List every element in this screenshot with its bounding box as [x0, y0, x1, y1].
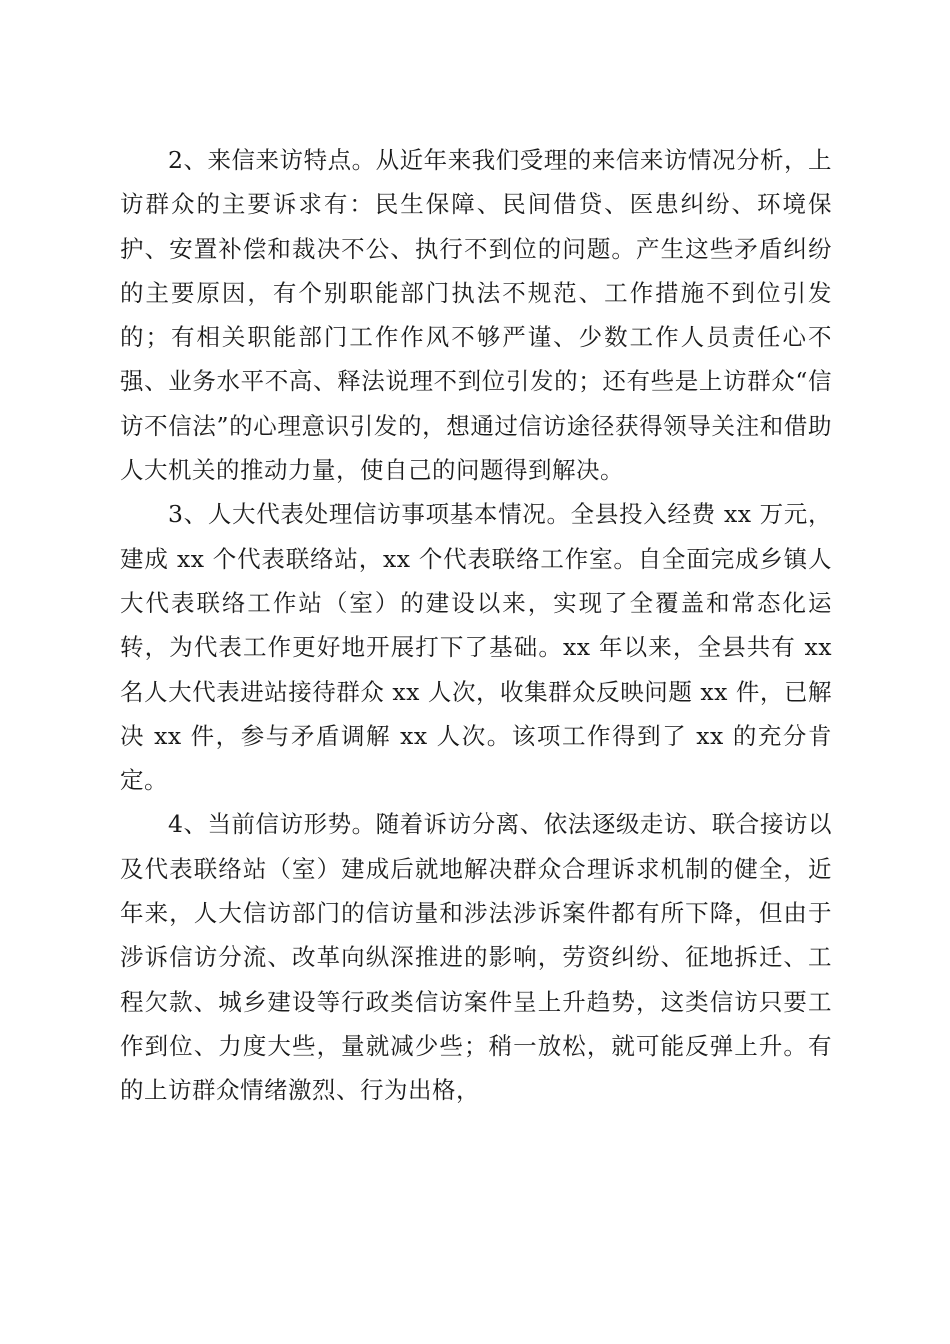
paragraph-deputies-handling-petitions: 3、人大代表处理信访事项基本情况。全县投入经费 xx 万元，建成 xx 个代表联络站，xx 个代表联络工作室。自全面完成乡镇人大代表联络工作站（室）的建设以来，实现了全覆盖和常态化运转，为代表工作更好地开展打下了基础。xx 年以来，全县共有 xx 名人大代表进站接待群众 xx 人次，收集群众反映问题 xx 件，已解决 xx 件，参与矛盾调解 xx 人次。该项工作得到了 xx 的充分肯定。	[120, 500, 832, 795]
document-body	[120, 138, 832, 1113]
paragraph-current-petition-situation: 4、当前信访形势。随着诉访分离、依法逐级走访、联合接访以及代表联络站（室）建成后就地解决群众合理诉求机制的健全，近年来，人大信访部门的信访量和涉法涉诉案件都有所下降，但由于涉诉信访分流、改革向纵深推进的影响，劳资纠纷、征地拆迁、工程欠款、城乡建设等行政类信访案件呈上升趋势，这类信访只要工作到位、力度大些，量就减少些；稍一放松，就可能反弹上升。有的上访群众情绪激烈、行为出格，	[120, 810, 832, 1105]
paragraph-letters-visits-features: 2、来信来访特点。从近年来我们受理的来信来访情况分析，上访群众的主要诉求有：民生保障、民间借贷、医患纠纷、环境保护、安置补偿和裁决不公、执行不到位的问题。产生这些矛盾纠纷的主要原因，有个别职能部门执法不规范、工作措施不到位引发的；有相关职能部门工作作风不够严谨、少数工作人员责任心不强、业务水平不高、释法说理不到位引发的；还有些是上访群众“信访不信法”的心理意识引发的，想通过信访途径获得领导关注和借助人大机关的推动力量，使自己的问题得到解决。	[120, 146, 832, 485]
